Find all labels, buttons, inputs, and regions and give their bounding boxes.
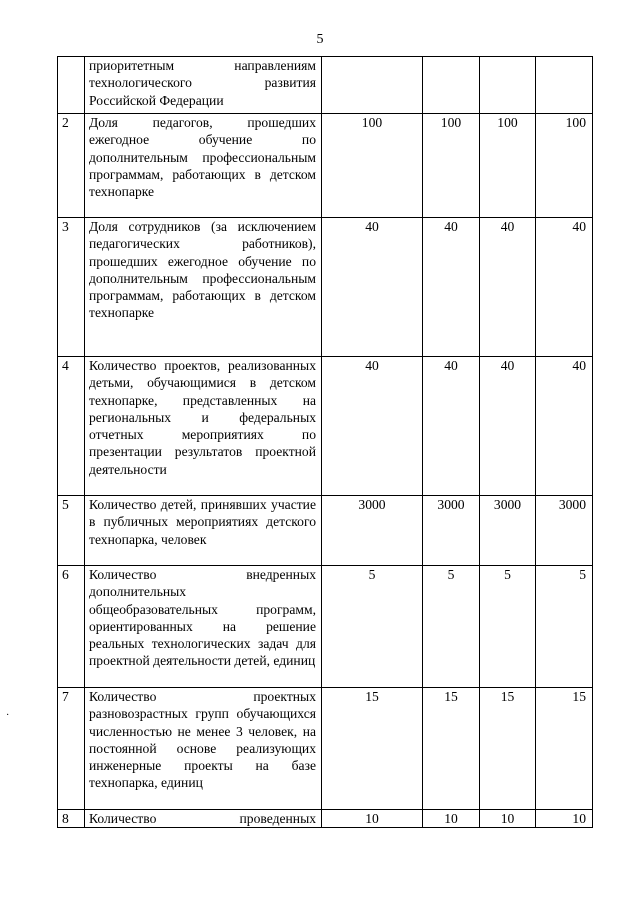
indicator-text: Количество проведенных: [85, 810, 322, 828]
value-cell: 100: [480, 114, 536, 218]
row-number: [58, 57, 85, 114]
indicators-table: [57, 56, 593, 828]
value-cell: 40: [480, 218, 536, 357]
value-cell: 100: [423, 114, 480, 218]
value-cell: [536, 57, 593, 114]
row-number: 5: [58, 496, 85, 566]
table-row: [58, 496, 593, 566]
value-cell: 40: [423, 357, 480, 496]
value-cell: 15: [480, 688, 536, 810]
table-row: [58, 114, 593, 218]
indicator-text: приоритетным направлениям технологического развития Российской Федерации: [85, 57, 322, 114]
value-cell: 40: [322, 218, 423, 357]
indicator-text: Количество проектов, реализованных детьми, обучающимися в детском технопарке, представленных на региональных и федеральных отчетных мероприятиях по презентации результатов проектной деятельности: [85, 357, 322, 496]
table-row: [58, 57, 593, 114]
value-cell: 40: [536, 357, 593, 496]
value-cell: [480, 57, 536, 114]
row-number: 4: [58, 357, 85, 496]
value-cell: 5: [480, 566, 536, 688]
value-cell: 10: [536, 810, 593, 828]
value-cell: 5: [423, 566, 480, 688]
value-cell: 40: [480, 357, 536, 496]
value-cell: [423, 57, 480, 114]
indicator-text: Доля сотрудников (за исключением педагогических работников), прошедших ежегодное обучение по дополнительным профессиональным программам, работающих в детском технопарке: [85, 218, 322, 357]
value-cell: 5: [322, 566, 423, 688]
row-number: 2: [58, 114, 85, 218]
scan-dot: ·: [6, 710, 10, 721]
table-row: [58, 218, 593, 357]
indicator-text: Количество детей, принявших участие в публичных мероприятиях детского технопарка, человек: [85, 496, 322, 566]
value-cell: 10: [322, 810, 423, 828]
table-row: [58, 810, 593, 828]
value-cell: 40: [322, 357, 423, 496]
value-cell: 3000: [423, 496, 480, 566]
value-cell: 3000: [480, 496, 536, 566]
table-row: [58, 566, 593, 688]
row-number: 7: [58, 688, 85, 810]
value-cell: 40: [536, 218, 593, 357]
value-cell: 10: [480, 810, 536, 828]
page-number: 5: [316, 32, 324, 47]
table-row: [58, 688, 593, 810]
value-cell: 3000: [536, 496, 593, 566]
indicator-text: Количество внедренных дополнительных общеобразовательных программ, ориентированных на решение реальных технологических задач для проектной деятельности детей, единиц: [85, 566, 322, 688]
value-cell: 100: [536, 114, 593, 218]
row-number: 6: [58, 566, 85, 688]
value-cell: [322, 57, 423, 114]
row-number: 3: [58, 218, 85, 357]
value-cell: 15: [423, 688, 480, 810]
value-cell: 40: [423, 218, 480, 357]
indicator-text: Доля педагогов, прошедших ежегодное обучение по дополнительным профессиональным программам, работающих в детском технопарке: [85, 114, 322, 218]
indicator-text: Количество проектных разновозрастных групп обучающихся численностью не менее 3 человек, на постоянной основе реализующих инженерные проекты на базе технопарка, единиц: [85, 688, 322, 810]
value-cell: 10: [423, 810, 480, 828]
value-cell: 15: [536, 688, 593, 810]
value-cell: 100: [322, 114, 423, 218]
row-number: 8: [58, 810, 85, 828]
value-cell: 15: [322, 688, 423, 810]
table-row: [58, 357, 593, 496]
value-cell: 5: [536, 566, 593, 688]
value-cell: 3000: [322, 496, 423, 566]
